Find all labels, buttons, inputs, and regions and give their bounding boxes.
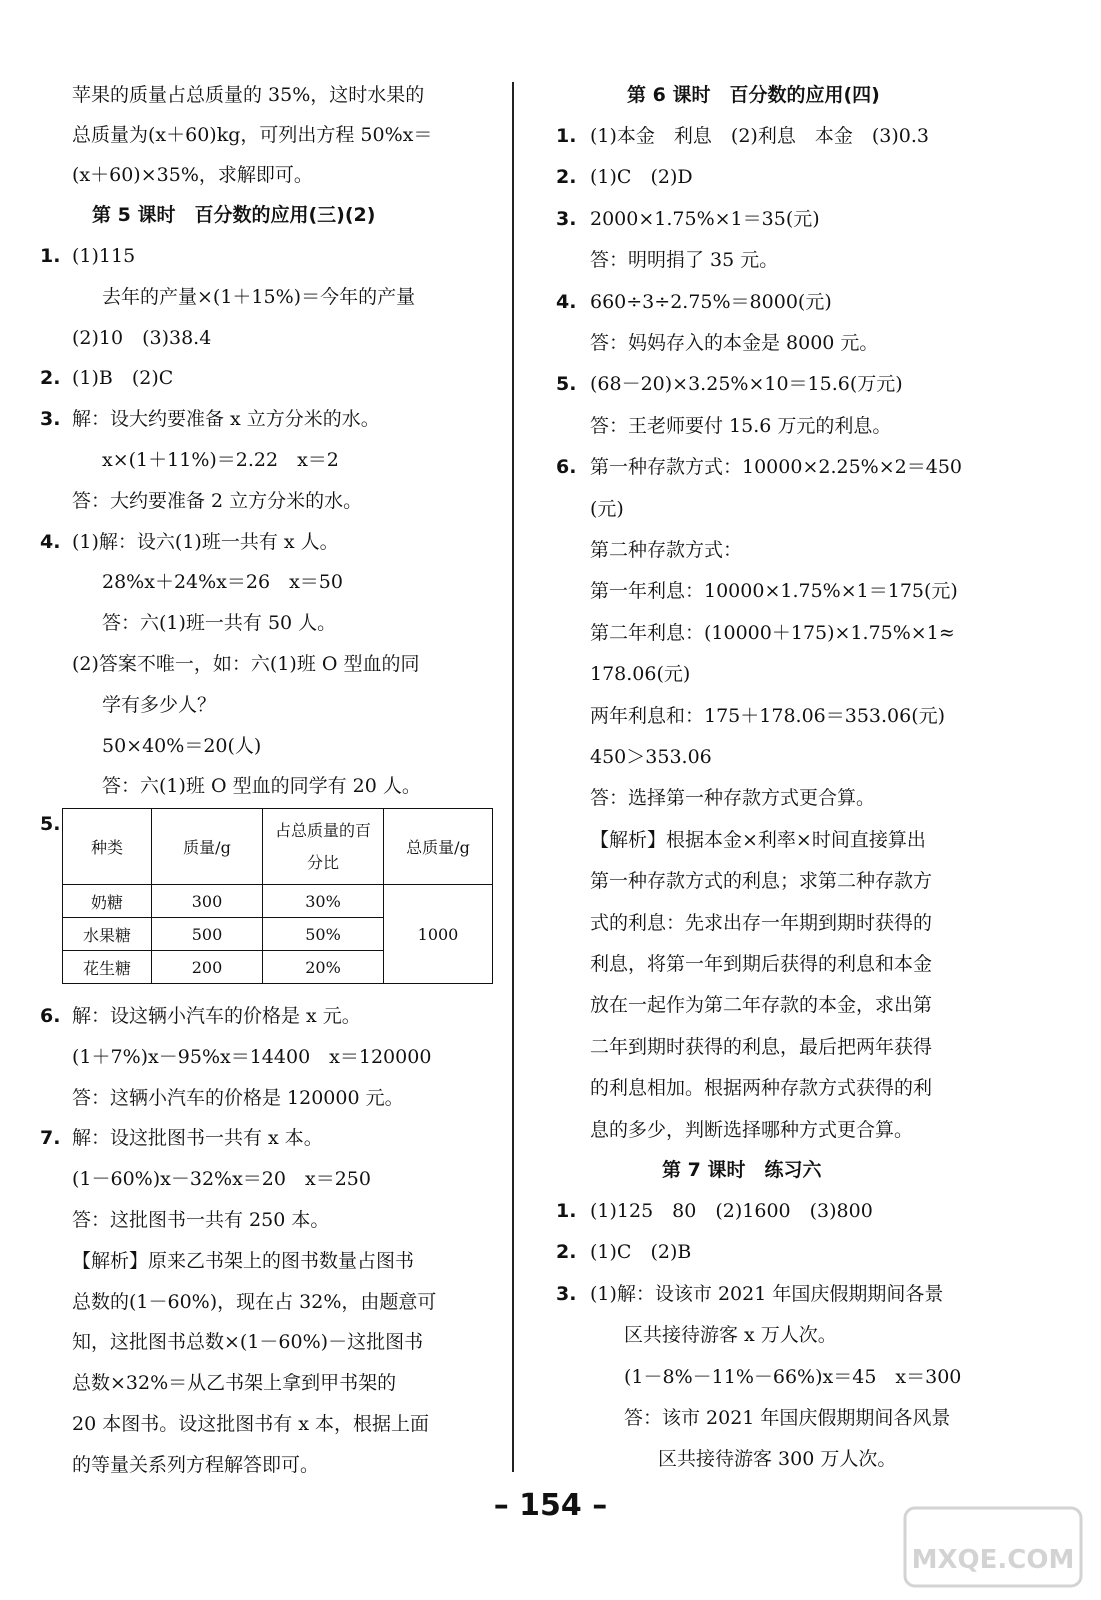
question-number: 3. bbox=[556, 1282, 577, 1305]
answer-line: 【解析】原来乙书架上的图书数量占图书 bbox=[72, 1249, 415, 1272]
answer-line: x×(1＋11%)＝2.22 x＝2 bbox=[102, 449, 339, 471]
answer-line: 总数的(1－60%)，现在占 32%，由题意可 bbox=[72, 1290, 437, 1313]
table-cell: 花生糖 bbox=[63, 951, 152, 984]
answer-line: 第一年利息：10000×1.75%×1＝175(元) bbox=[590, 580, 958, 603]
answer-line: (1)C (2)D bbox=[590, 166, 693, 189]
answer-line: 第一种存款方式：10000×2.25%×2＝450 bbox=[590, 456, 962, 479]
question-number: 6. bbox=[556, 456, 577, 479]
question-number: 2. bbox=[556, 166, 577, 189]
intro-line: 苹果的质量占总质量的 35%，这时水果的 bbox=[72, 84, 425, 106]
answer-line: 学有多少人？ bbox=[102, 693, 217, 716]
table-cell: 20% bbox=[263, 951, 384, 984]
question-number: 3. bbox=[40, 408, 61, 431]
answer-line: 两年利息和：175＋178.06＝353.06(元) bbox=[590, 704, 946, 727]
answer-line: 50×40%＝20(人) bbox=[102, 734, 262, 757]
question-number: 4. bbox=[556, 290, 577, 313]
question-number: 5. bbox=[556, 373, 577, 396]
question-number: 1. bbox=[556, 1200, 577, 1222]
table-header: 总质量/g bbox=[384, 809, 493, 885]
answer-line: 利息，将第一年到期后获得的利息和本金 bbox=[590, 953, 933, 975]
answer-line: 28%x＋24%x＝26 x＝50 bbox=[102, 571, 343, 594]
lesson7-title: 第 7 课时 练习六 bbox=[662, 1159, 822, 1181]
answer-line: (1)B (2)C bbox=[72, 367, 174, 390]
question-number: 2. bbox=[556, 1241, 577, 1264]
answer-line: (1)125 80 (2)1600 (3)800 bbox=[590, 1200, 873, 1222]
table-cell: 300 bbox=[152, 885, 263, 918]
answer-line: (68－20)×3.25%×10＝15.6(万元) bbox=[590, 373, 903, 396]
intro-line: (x＋60)×35%，求解即可。 bbox=[72, 164, 313, 186]
candy-table bbox=[62, 808, 493, 984]
answer-line: 第一种存款方式的利息；求第二种存款方 bbox=[590, 870, 933, 893]
answer-line: 2000×1.75%×1＝35(元) bbox=[590, 207, 820, 230]
question-number: 1. bbox=[556, 125, 577, 147]
intro-line: 总质量为(x＋60)kg，可列出方程 50%x＝ bbox=[72, 124, 433, 146]
answer-line: (元) bbox=[590, 497, 624, 520]
question-number: 4. bbox=[40, 530, 61, 553]
answer-line: 答：这批图书一共有 250 本。 bbox=[72, 1209, 330, 1231]
answer-line: 解：设这批图书一共有 x 本。 bbox=[72, 1127, 323, 1150]
answer-line: 答：王老师要付 15.6 万元的利息。 bbox=[590, 414, 892, 437]
table-header: 质量/g bbox=[152, 809, 263, 885]
table-cell: 水果糖 bbox=[63, 918, 152, 951]
answer-line: 答：六(1)班 O 型血的同学有 20 人。 bbox=[102, 775, 421, 798]
lesson5-title: 第 5 课时 百分数的应用(三)(2) bbox=[92, 204, 376, 226]
answer-line: (1)解：设该市 2021 年国庆假期期间各景 bbox=[590, 1282, 944, 1305]
question-number: 5. bbox=[40, 813, 61, 835]
table-cell: 30% bbox=[263, 885, 384, 918]
answer-line: 178.06(元) bbox=[590, 663, 691, 686]
answer-line: (1)C (2)B bbox=[590, 1241, 692, 1264]
answer-line: 第二种存款方式： bbox=[590, 539, 743, 561]
table-cell: 奶糖 bbox=[63, 885, 152, 918]
answer-line: (1＋7%)x－95%x＝14400 x＝120000 bbox=[72, 1045, 432, 1068]
answer-line: (1－60%)x－32%x＝20 x＝250 bbox=[72, 1168, 371, 1191]
answer-line: 答：选择第一种存款方式更合算。 bbox=[590, 787, 876, 810]
watermark-logo bbox=[903, 1506, 1083, 1588]
table-cell: 500 bbox=[152, 918, 263, 951]
answer-line: 答：该市 2021 年国庆假期期间各风景 bbox=[624, 1407, 951, 1429]
answer-line: 的利息相加。根据两种存款方式获得的利 bbox=[590, 1077, 933, 1100]
answer-line: (1－8%－11%－66%)x＝45 x＝300 bbox=[624, 1365, 962, 1388]
question-number: 7. bbox=[40, 1127, 61, 1150]
answer-line: 450＞353.06 bbox=[590, 746, 712, 768]
answer-line: (1)解：设六(1)班一共有 x 人。 bbox=[72, 530, 339, 553]
answer-line: 答：妈妈存入的本金是 8000 元。 bbox=[590, 332, 879, 354]
column-divider bbox=[512, 82, 514, 1472]
answer-line: 答：明明捐了 35 元。 bbox=[590, 249, 779, 272]
table-cell: 50% bbox=[263, 918, 384, 951]
question-number: 6. bbox=[40, 1005, 61, 1027]
table-cell: 200 bbox=[152, 951, 263, 984]
table-header: 占总质量的百分比 bbox=[263, 809, 384, 885]
answer-line: (2)答案不唯一，如：六(1)班 O 型血的同 bbox=[72, 653, 420, 675]
table-row bbox=[63, 885, 493, 918]
answer-line: 知，这批图书总数×(1－60%)－这批图书 bbox=[72, 1331, 424, 1354]
answer-line: 二年到期时获得的利息，最后把两年获得 bbox=[590, 1035, 933, 1058]
answer-line: 20 本图书。设这批图书有 x 本，根据上面 bbox=[72, 1413, 430, 1435]
question-number: 3. bbox=[556, 207, 577, 230]
lesson6-title: 第 6 课时 百分数的应用(四) bbox=[627, 84, 880, 106]
answer-line: 区共接待游客 300 万人次。 bbox=[658, 1448, 897, 1471]
answer-line: 区共接待游客 x 万人次。 bbox=[624, 1324, 837, 1347]
answer-line: 的等量关系列方程解答即可。 bbox=[72, 1453, 320, 1476]
answer-line: (1)本金 利息 (2)利息 本金 (3)0.3 bbox=[590, 125, 929, 147]
answer-line: 总数×32%＝从乙书架上拿到甲书架的 bbox=[72, 1372, 397, 1395]
answer-line: 660÷3÷2.75%＝8000(元) bbox=[590, 290, 832, 313]
answer-line: 放在一起作为第二年存款的本金，求出第 bbox=[590, 994, 933, 1017]
page-number: – 154 – bbox=[493, 1488, 608, 1523]
answer-line: (2)10 (3)38.4 bbox=[72, 326, 212, 349]
watermark-text: MXQE.COM bbox=[911, 1545, 1075, 1575]
answer-line: (1)115 bbox=[72, 245, 136, 267]
answer-line: 解：设这辆小汽车的价格是 x 元。 bbox=[72, 1005, 361, 1027]
answer-line: 解：设大约要准备 x 立方分米的水。 bbox=[72, 408, 380, 431]
table-cell-total: 1000 bbox=[384, 885, 493, 984]
question-number: 1. bbox=[40, 245, 61, 267]
answer-line: 答：这辆小汽车的价格是 120000 元。 bbox=[72, 1086, 404, 1109]
table-header: 种类 bbox=[63, 809, 152, 885]
answer-line: 息的多少，判断选择哪种方式更合算。 bbox=[590, 1118, 914, 1141]
answer-line: 第二年利息：(10000＋175)×1.75%×1≈ bbox=[590, 621, 955, 644]
answer-line: 式的利息：先求出存一年期到期时获得的 bbox=[590, 911, 933, 934]
answer-line: 答：大约要准备 2 立方分米的水。 bbox=[72, 489, 363, 512]
answer-line: 去年的产量×(1＋15%)＝今年的产量 bbox=[102, 285, 416, 308]
question-number: 2. bbox=[40, 367, 61, 390]
answer-line: 【解析】根据本金×利率×时间直接算出 bbox=[590, 828, 926, 851]
answer-line: 答：六(1)班一共有 50 人。 bbox=[102, 612, 337, 635]
